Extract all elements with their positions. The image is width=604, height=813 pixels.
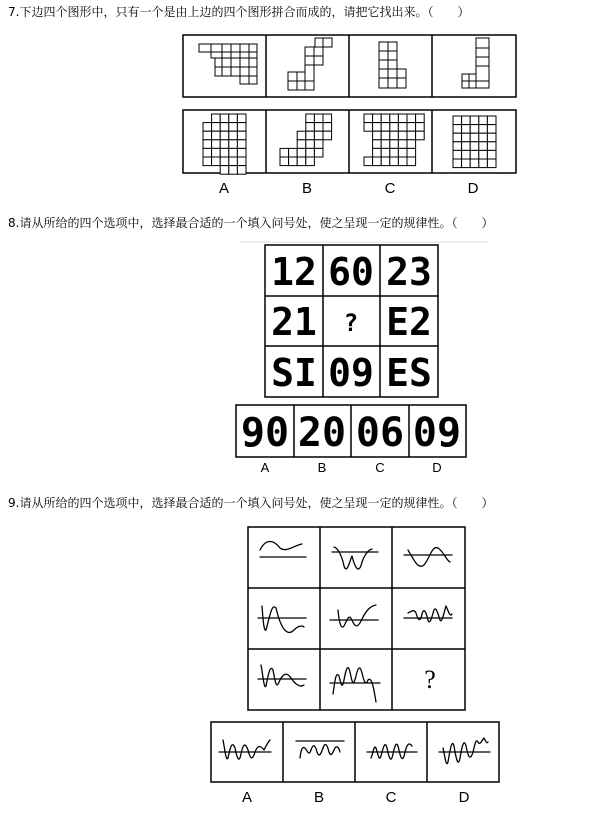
- q8-option-b-label[interactable]: B: [317, 460, 327, 475]
- grid-cell: [407, 148, 416, 157]
- grid-cell: [381, 157, 390, 166]
- grid-cell: [416, 131, 425, 140]
- grid-cell: [381, 123, 390, 132]
- grid-cell: [479, 142, 488, 151]
- grid-cell: [487, 125, 496, 134]
- grid-cell: [237, 131, 246, 140]
- grid-cell: [314, 131, 323, 140]
- q7-reference-row: [183, 35, 516, 97]
- grid-cell: [229, 114, 238, 123]
- grid-cell: [297, 148, 306, 157]
- q7-option-c-figure: [364, 114, 424, 166]
- grid-cell: [479, 150, 488, 159]
- grid-cell: [212, 123, 221, 132]
- grid-cell: [237, 166, 246, 175]
- grid-cell: [381, 140, 390, 149]
- grid-cell: [237, 148, 246, 157]
- q8-option-d: 09: [412, 410, 462, 456]
- grid-cell: [487, 142, 496, 151]
- grid-cell: [373, 140, 382, 149]
- q8-options-box: [236, 405, 466, 457]
- grid-cell: [289, 148, 298, 157]
- grid-cell: [280, 157, 289, 166]
- grid-cell: [373, 114, 382, 123]
- q8-cell-r3c3: ES: [386, 351, 432, 395]
- q9-cell-r1c2: [332, 547, 378, 569]
- grid-cell: [373, 123, 382, 132]
- grid-cell: [229, 131, 238, 140]
- q9-option-c-figure: [367, 744, 417, 759]
- grid-cell: [212, 157, 221, 166]
- grid-cell: [462, 142, 471, 151]
- question-8-prompt: 8.请从所给的四个选项中，选择最合适的一个填入问号处，使之呈现一定的规律性。（ ）: [8, 216, 494, 230]
- grid-cell: [314, 123, 323, 132]
- grid-cell: [323, 123, 332, 132]
- grid-cell: [212, 148, 221, 157]
- grid-cell: [479, 159, 488, 168]
- q8-cell-r1c2: 60: [328, 250, 374, 294]
- grid-cell: [398, 131, 407, 140]
- grid-cell: [237, 140, 246, 149]
- grid-cell: [487, 116, 496, 125]
- grid-cell: [364, 114, 373, 123]
- q9-option-d-figure: [439, 738, 490, 764]
- q8-cell-r1c3: 23: [386, 250, 432, 294]
- grid-cell: [453, 142, 462, 151]
- q8-cell-r1c1: 12: [271, 250, 317, 294]
- q8-option-a: 90: [240, 410, 290, 456]
- grid-cell: [390, 157, 399, 166]
- grid-cell: [306, 123, 315, 132]
- grid-cell: [390, 140, 399, 149]
- grid-cell: [453, 150, 462, 159]
- q8-option-c-label[interactable]: C: [375, 460, 385, 475]
- grid-cell: [203, 131, 212, 140]
- grid-cell: [398, 157, 407, 166]
- grid-cell: [297, 157, 306, 166]
- grid-cell: [381, 148, 390, 157]
- grid-cell: [220, 157, 229, 166]
- q7-option-a-figure: [203, 114, 246, 174]
- q7-option-d-figure: [453, 116, 496, 168]
- q9-option-b-label[interactable]: B: [313, 789, 324, 806]
- grid-cell: [398, 123, 407, 132]
- grid-cell: [462, 159, 471, 168]
- grid-cell: [462, 150, 471, 159]
- grid-cell: [237, 157, 246, 166]
- q9-options-box: [211, 722, 499, 782]
- grid-cell: [390, 114, 399, 123]
- grid-cell: [229, 140, 238, 149]
- q9-cell-r3c1: [258, 665, 306, 687]
- grid-cell: [373, 148, 382, 157]
- grid-cell: [373, 131, 382, 140]
- grid-cell: [398, 148, 407, 157]
- grid-cell: [220, 140, 229, 149]
- grid-cell: [220, 166, 229, 175]
- grid-cell: [453, 133, 462, 142]
- question-9-prompt: 9.请从所给的四个选项中，选择最合适的一个填入问号处，使之呈现一定的规律性。（ ）: [8, 496, 494, 510]
- grid-cell: [398, 140, 407, 149]
- grid-cell: [237, 114, 246, 123]
- grid-cell: [229, 166, 238, 175]
- grid-cell: [220, 148, 229, 157]
- grid-cell: [398, 114, 407, 123]
- q7-options-row: [183, 110, 516, 173]
- grid-cell: [470, 116, 479, 125]
- grid-cell: [479, 116, 488, 125]
- q7-piece-1: [199, 44, 257, 84]
- q7-piece-4: [462, 38, 489, 88]
- question-7-prompt: 7.下边四个图形中，只有一个是由上边的四个图形拼合而成的，请把它找出来。（ ）: [8, 5, 470, 19]
- grid-cell: [306, 131, 315, 140]
- q7-option-d-label[interactable]: D: [467, 180, 479, 197]
- grid-cell: [212, 131, 221, 140]
- grid-cell: [297, 140, 306, 149]
- q8-option-b: 20: [297, 410, 347, 456]
- q9-cell-r2c2: [330, 605, 378, 627]
- grid-cell: [314, 148, 323, 157]
- grid-cell: [220, 114, 229, 123]
- grid-cell: [462, 116, 471, 125]
- q7-option-c-label[interactable]: C: [384, 180, 396, 197]
- grid-cell: [203, 157, 212, 166]
- q7-option-b-figure: [280, 114, 332, 166]
- q7-option-b-label[interactable]: B: [301, 180, 312, 197]
- grid-cell: [306, 140, 315, 149]
- q8-cell-r3c2: 09: [328, 351, 374, 395]
- grid-cell: [229, 157, 238, 166]
- grid-cell: [470, 133, 479, 142]
- q9-option-b-figure: [296, 741, 344, 758]
- grid-cell: [407, 140, 416, 149]
- q7-piece-3: [379, 42, 406, 88]
- grid-cell: [487, 159, 496, 168]
- grid-cell: [390, 123, 399, 132]
- q9-cell-r2c3: [404, 606, 452, 622]
- grid-cell: [470, 159, 479, 168]
- q8-option-c: 06: [355, 410, 405, 456]
- grid-cell: [453, 125, 462, 134]
- q9-option-d-label[interactable]: D: [458, 789, 470, 806]
- q9-cell-r3c2: [330, 668, 380, 702]
- grid-cell: [407, 123, 416, 132]
- q9-cell-r1c3: [404, 548, 452, 567]
- grid-cell: [280, 148, 289, 157]
- grid-cell: [364, 123, 373, 132]
- grid-cell: [416, 114, 425, 123]
- grid-cell: [323, 131, 332, 140]
- grid-cell: [306, 148, 315, 157]
- grid-cell: [479, 125, 488, 134]
- grid-cell: [390, 148, 399, 157]
- grid-cell: [297, 131, 306, 140]
- grid-cell: [453, 116, 462, 125]
- q9-option-c-label[interactable]: C: [385, 789, 397, 806]
- grid-cell: [306, 114, 315, 123]
- grid-cell: [487, 133, 496, 142]
- grid-cell: [212, 114, 221, 123]
- q9-matrix: [248, 527, 465, 710]
- grid-cell: [407, 131, 416, 140]
- grid-cell: [220, 131, 229, 140]
- grid-cell: [203, 140, 212, 149]
- grid-cell: [462, 133, 471, 142]
- grid-cell: [229, 148, 238, 157]
- grid-cell: [381, 131, 390, 140]
- grid-cell: [314, 140, 323, 149]
- grid-cell: [390, 131, 399, 140]
- q9-cell-r1c1: [260, 542, 306, 558]
- grid-cell: [229, 123, 238, 132]
- grid-cell: [323, 114, 332, 123]
- grid-cell: [289, 157, 298, 166]
- grid-cell: [381, 114, 390, 123]
- grid-cell: [470, 142, 479, 151]
- q8-cell-r2c3: E2: [386, 300, 432, 344]
- grid-cell: [470, 150, 479, 159]
- grid-cell: [306, 157, 315, 166]
- q9-cell-r2c1: [258, 606, 306, 632]
- q9-question-mark: ?: [424, 665, 436, 694]
- grid-cell: [453, 159, 462, 168]
- q9-option-a-label[interactable]: A: [241, 789, 252, 806]
- grid-cell: [407, 114, 416, 123]
- grid-cell: [237, 123, 246, 132]
- q8-matrix: [265, 245, 438, 397]
- q9-option-a-figure: [219, 740, 271, 759]
- q7-option-a-label[interactable]: A: [218, 180, 229, 197]
- grid-cell: [212, 140, 221, 149]
- q8-cell-r2c1: 21: [271, 300, 317, 344]
- grid-cell: [364, 157, 373, 166]
- grid-cell: [373, 157, 382, 166]
- grid-cell: [470, 125, 479, 134]
- q8-cell-r3c1: SI: [271, 351, 317, 395]
- grid-cell: [416, 123, 425, 132]
- q8-option-d-label[interactable]: D: [432, 460, 442, 475]
- q8-option-a-label[interactable]: A: [260, 460, 270, 475]
- grid-cell: [479, 133, 488, 142]
- q7-piece-2: [288, 38, 332, 90]
- grid-cell: [220, 123, 229, 132]
- grid-cell: [203, 148, 212, 157]
- grid-cell: [407, 157, 416, 166]
- grid-cell: [487, 150, 496, 159]
- grid-cell: [314, 114, 323, 123]
- grid-cell: [203, 123, 212, 132]
- grid-cell: [462, 125, 471, 134]
- q8-question-mark: ?: [343, 309, 359, 337]
